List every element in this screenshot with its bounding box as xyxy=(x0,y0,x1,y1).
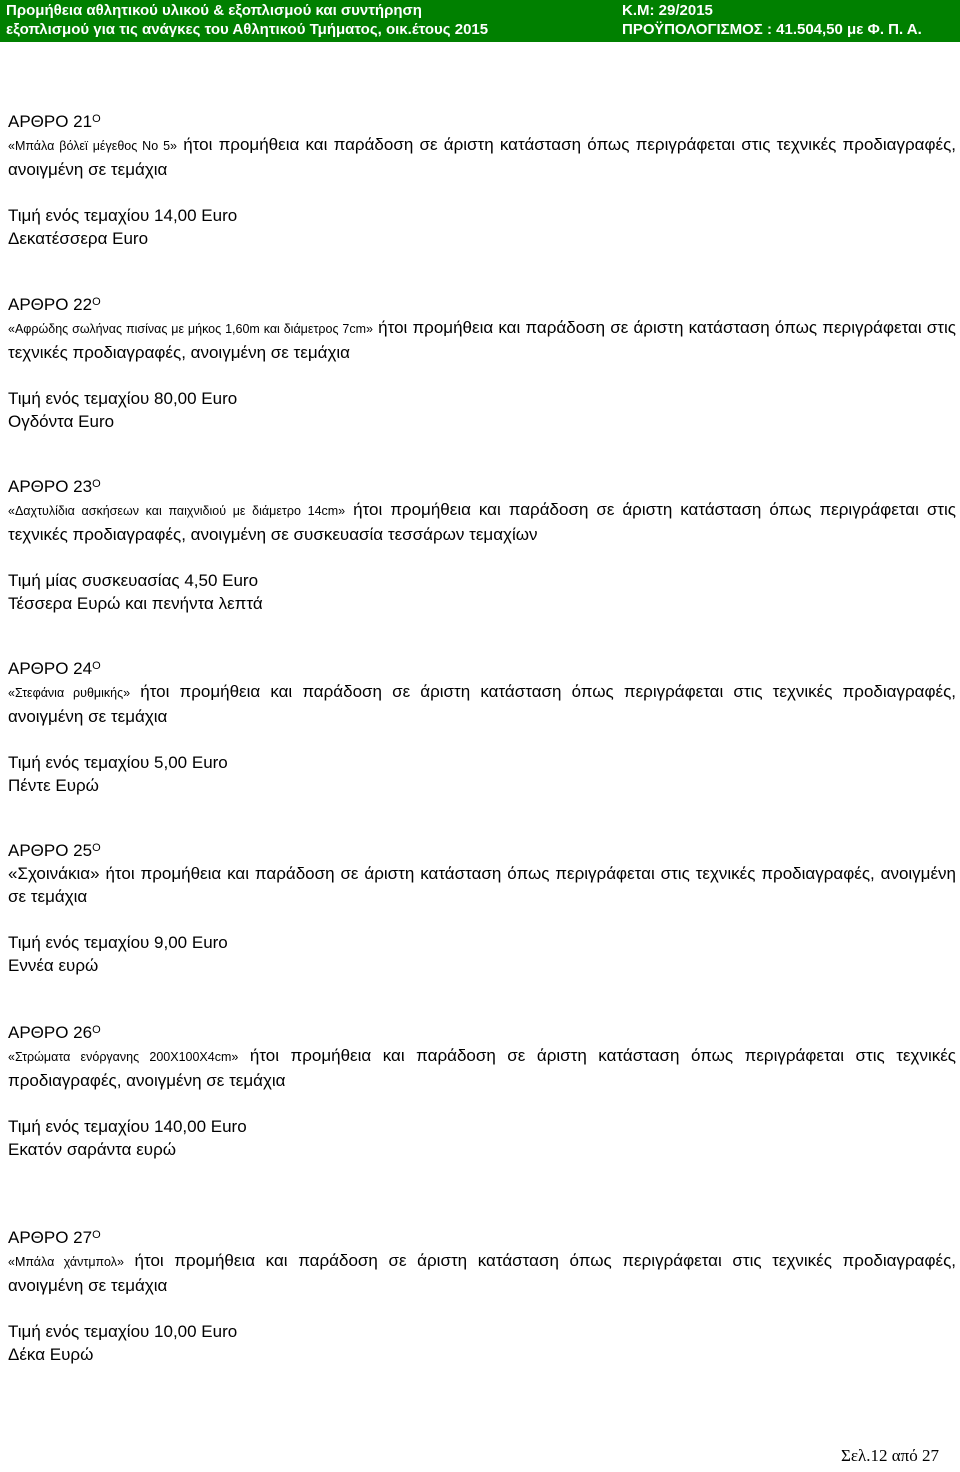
item-name: «Στεφάνια ρυθμικής» xyxy=(8,686,131,700)
price-block xyxy=(8,204,956,250)
unit-price: Τιμή μίας συσκευασίας 4,50 Euro xyxy=(8,571,259,590)
header-project-subtitle: εξοπλισμού για τις ανάγκες του Αθλητικού Τμήματος, οικ.έτους 2015 xyxy=(6,21,489,38)
unit-price: Τιμή ενός τεμαχίου 140,00 Euro xyxy=(8,1117,247,1136)
price-block xyxy=(8,1115,956,1161)
price-block xyxy=(8,751,956,797)
document-header xyxy=(0,0,960,42)
article-27 xyxy=(8,1226,956,1366)
header-budget: ΠΡΟΫΠΟΛΟΓΙΣΜΟΣ : 41.504,50 με Φ. Π. Α. xyxy=(622,21,922,38)
unit-price: Τιμή ενός τεμαχίου 10,00 Euro xyxy=(8,1322,238,1341)
unit-price: Τιμή ενός τεμαχίου 5,00 Euro xyxy=(8,753,228,772)
price-in-words: Τέσσερα Ευρώ και πενήντα λεπτά xyxy=(8,594,263,613)
price-in-words: Ογδόντα Euro xyxy=(8,412,115,431)
item-name: «Σχοινάκια» xyxy=(8,864,100,883)
item-name: «Δαχτυλίδια ασκήσεων και παιχνιδιού με διάμετρο 14cm» xyxy=(8,504,346,518)
price-in-words: Πέντε Ευρώ xyxy=(8,776,99,795)
article-title: ΑΡΘΡΟ $24^O$ xyxy=(8,659,101,678)
price-in-words: Εννέα ευρώ xyxy=(8,956,99,975)
unit-price: Τιμή ενός τεμαχίου 9,00 Euro xyxy=(8,933,228,952)
article-description: «Αφρώδης σωλήνας πισίνας με μήκος 1,60m και διάμετρος 7cm» ήτοι προμήθεια και παράδοση σε άριστη κατάσταση όπως περιγράφεται στις τεχνικές προδιαγραφές, ανοιγμένη σε τεμάχια xyxy=(8,318,956,362)
price-block xyxy=(8,931,956,977)
article-title: ΑΡΘΡΟ $21^O$ xyxy=(8,112,101,131)
item-name: «Μπάλα χάντμπολ» xyxy=(8,1255,124,1269)
item-name: «Αφρώδης σωλήνας πισίνας με μήκος 1,60m και διάμετρος 7cm» xyxy=(8,322,373,336)
article-22 xyxy=(8,293,956,433)
article-title: ΑΡΘΡΟ $22^O$ xyxy=(8,295,101,314)
article-title: ΑΡΘΡΟ $27^O$ xyxy=(8,1228,101,1247)
article-23 xyxy=(8,475,956,615)
price-in-words: Δέκα Ευρώ xyxy=(8,1345,94,1364)
article-description: «Μπάλα χάντμπολ» ήτοι προμήθεια και παράδοση σε άριστη κατάσταση όπως περιγράφεται στις τεχνικές προδιαγραφές, ανοιγμένη σε τεμάχια xyxy=(8,1251,956,1295)
article-25 xyxy=(8,839,956,977)
item-name: «Μπάλα βόλεϊ μέγεθος Νο 5» xyxy=(8,139,178,153)
header-project-title: Προμήθεια αθλητικού υλικού & εξοπλισμού και συντήρηση xyxy=(6,2,422,19)
article-title: ΑΡΘΡΟ $23^O$ xyxy=(8,477,101,496)
unit-price: Τιμή ενός τεμαχίου 14,00 Euro xyxy=(8,206,238,225)
article-description: «Στρώματα ενόργανης 200Χ100Χ4cm» ήτοι προμήθεια και παράδοση σε άριστη κατάσταση όπως περιγράφεται στις τεχνικές προδιαγραφές, ανοιγμένη σε τεμάχια xyxy=(8,1046,956,1090)
item-name: «Στρώματα ενόργανης 200Χ100Χ4cm» xyxy=(8,1050,239,1064)
article-24 xyxy=(8,657,956,797)
header-study-number: Κ.Μ: 29/2015 xyxy=(622,2,713,19)
price-in-words: Εκατόν σαράντα ευρώ xyxy=(8,1140,177,1159)
price-block xyxy=(8,569,956,615)
article-26 xyxy=(8,1021,956,1161)
page-number: Σελ.12 από 27 xyxy=(841,1446,940,1465)
article-21 xyxy=(8,110,956,250)
article-title: ΑΡΘΡΟ $25^O$ xyxy=(8,841,101,860)
price-block xyxy=(8,387,956,433)
price-in-words: Δεκατέσσερα Euro xyxy=(8,229,149,248)
article-description: «Σχοινάκια» ήτοι προμήθεια και παράδοση σε άριστη κατάσταση όπως περιγράφεται στις τεχνικές προδιαγραφές, ανοιγμένη σε τεμάχια xyxy=(8,864,957,906)
article-description: «Στεφάνια ρυθμικής» ήτοι προμήθεια και παράδοση σε άριστη κατάσταση όπως περιγράφεται στις τεχνικές προδιαγραφές, ανοιγμένη σε τεμάχια xyxy=(8,682,956,726)
price-block xyxy=(8,1320,956,1366)
article-description: «Δαχτυλίδια ασκήσεων και παιχνιδιού με διάμετρο 14cm» ήτοι προμήθεια και παράδοση σε άριστη κατάσταση όπως περιγράφεται στις τεχνικές προδιαγραφές, ανοιγμένη σε συσκευασία τεσσάρων τεμαχίων xyxy=(8,500,956,544)
unit-price: Τιμή ενός τεμαχίου 80,00 Euro xyxy=(8,389,238,408)
article-title: ΑΡΘΡΟ $26^O$ xyxy=(8,1023,101,1042)
article-description: «Μπάλα βόλεϊ μέγεθος Νο 5» ήτοι προμήθεια και παράδοση σε άριστη κατάσταση όπως περιγράφεται στις τεχνικές προδιαγραφές, ανοιγμένη σε τεμάχια xyxy=(8,135,956,179)
